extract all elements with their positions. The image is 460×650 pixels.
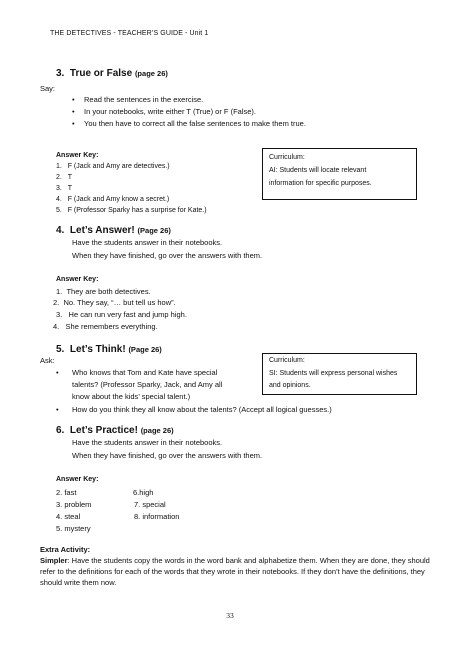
section-3-title: True or False bbox=[69, 68, 133, 79]
answer-key-item: 5. F (Professor Sparky has a surprise for Kate.) bbox=[56, 207, 207, 214]
answer-key-item: 3. He can run very fast and jump high. bbox=[56, 310, 187, 319]
section-3-page-ref: (page 26) bbox=[134, 69, 168, 78]
running-header: THE DETECTIVES - TEACHER’S GUIDE - Unit 1 bbox=[50, 30, 209, 37]
list-item-line: Who knows that Tom and Kate have special bbox=[72, 368, 218, 377]
section-4-page-ref: (Page 26) bbox=[137, 226, 171, 235]
bullet-icon: • bbox=[72, 119, 75, 128]
instruction-line: Have the students answer in their notebooks. bbox=[72, 438, 223, 447]
section-3-number: 3. bbox=[56, 68, 65, 79]
curriculum-box: Curriculum: SI: Students will express personal wishes and opinions. bbox=[262, 353, 417, 395]
answer-key-item: 8. information bbox=[134, 512, 180, 521]
list-item: • In your notebooks, write either T (True) or F (False). bbox=[72, 107, 257, 116]
page-number: 33 bbox=[226, 611, 234, 620]
section-4-number: 4. bbox=[56, 225, 65, 236]
bullet-icon: • bbox=[56, 368, 59, 377]
list-item: • You then have to correct all the false sentences to make them true. bbox=[72, 119, 306, 128]
bullet-icon: • bbox=[72, 95, 75, 104]
section-6-title: Let’s Practice! bbox=[69, 425, 138, 436]
instruction-line: When they have finished, go over the answers with them. bbox=[72, 451, 263, 460]
answer-key-label: Answer Key: bbox=[56, 476, 99, 483]
extra-activity-label: Extra Activity: bbox=[40, 545, 91, 554]
answer-key-item: 2. No. They say, “… but tell us how”. bbox=[53, 298, 176, 307]
answer-key-item: 3. T bbox=[56, 185, 72, 192]
answer-key-item: 1. They are both detectives. bbox=[56, 287, 151, 296]
instruction-line: When they have finished, go over the answers with them. bbox=[72, 251, 263, 260]
answer-key-item: 1. F (Jack and Amy are detectives.) bbox=[56, 163, 170, 170]
section-4-title: Let’s Answer! bbox=[69, 225, 135, 236]
section-6-page-ref: (page 26) bbox=[140, 426, 174, 435]
answer-key-label: Answer Key: bbox=[56, 276, 99, 283]
answer-key-label: Answer Key: bbox=[56, 152, 99, 159]
section-5-title: Let’s Think! bbox=[69, 344, 126, 355]
answer-key-item: 5. mystery bbox=[56, 524, 91, 533]
section-5-heading bbox=[56, 344, 162, 355]
section-3-heading bbox=[56, 68, 168, 79]
answer-key-item: 2. fast bbox=[56, 488, 77, 497]
say-label: Say: bbox=[40, 84, 56, 93]
answer-key-item: 6.high bbox=[133, 488, 154, 497]
answer-key-item: 7. special bbox=[134, 500, 166, 509]
list-item: • Read the sentences in the exercise. bbox=[72, 95, 204, 104]
answer-key-item: 2. T bbox=[56, 174, 72, 181]
bullet-icon: • bbox=[72, 107, 75, 116]
curriculum-box: Curriculum: AI: Students will locate relevant information for specific purposes. bbox=[262, 148, 417, 200]
answer-key-item: 4. She remembers everything. bbox=[53, 322, 158, 331]
list-item-line: How do you think they all know about the talents? (Accept all logical guesses.) bbox=[72, 405, 332, 414]
instruction-line: Have the students answer in their notebooks. bbox=[72, 238, 223, 247]
list-item-line: talents? (Professor Sparky, Jack, and Amy all bbox=[72, 380, 223, 389]
answer-key-item: 3. problem bbox=[56, 500, 92, 509]
answer-key-item: 4. steal bbox=[56, 512, 81, 521]
section-5-number: 5. bbox=[56, 344, 65, 355]
ask-label: Ask: bbox=[40, 356, 55, 365]
list-item-line: know about the kids’ special talent.) bbox=[72, 392, 191, 401]
section-6-heading bbox=[56, 425, 174, 436]
section-6-number: 6. bbox=[56, 425, 65, 436]
bullet-icon: • bbox=[56, 405, 59, 414]
answer-key-item: 4. F (Jack and Amy know a secret.) bbox=[56, 196, 170, 203]
section-4-heading bbox=[56, 225, 171, 236]
section-5-page-ref: (Page 26) bbox=[128, 345, 162, 354]
extra-activity-text: Simpler: Have the students copy the words in the word bank and alphabetize them. When they are done, they should refer to the definitions for each of the words that they wrote in their notebooks. If they don’t have the definitions, they should write them now. bbox=[40, 556, 430, 587]
